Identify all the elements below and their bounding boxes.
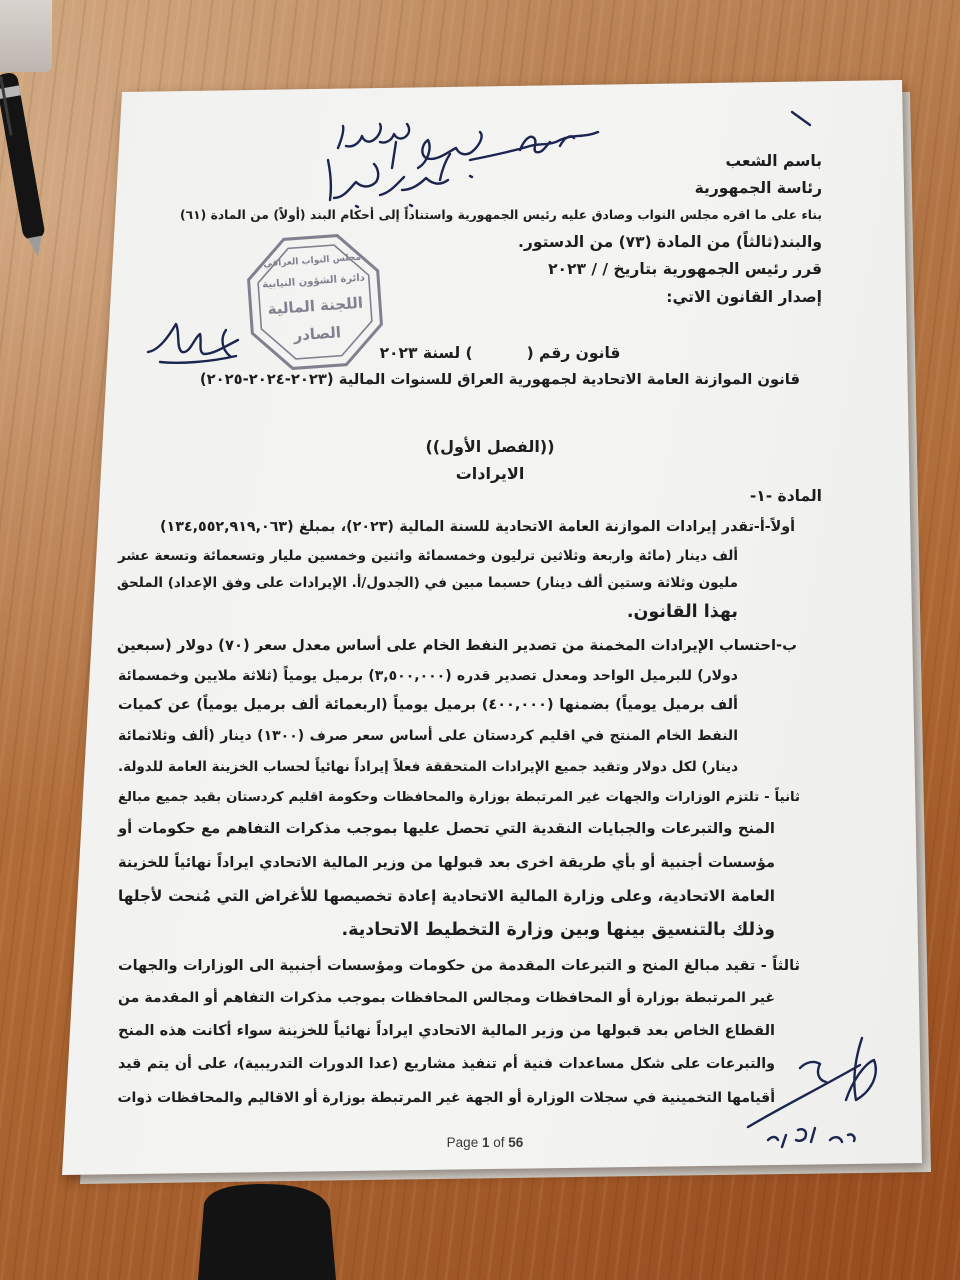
clause-4-line-4: والتبرعات على شكل مساعدات فنية أم تنفيذ مشاريع (عدا الدورات التدريبية)، على أن يتم قيد bbox=[118, 1056, 775, 1072]
clause-2-line-5: دينار) لكل دولار وتقيد جميع الإيرادات المتحققة فعلاً إيراداً نهائياً لحساب الخزينة العامة للدولة. bbox=[118, 759, 738, 775]
clause-3-line-5: وذلك بالتنسيق بينها وبين وزارة التخطيط الاتحادية. bbox=[341, 920, 775, 940]
law-title: قانون الموازنة العامة الاتحادية لجمهورية العراق للسنوات المالية (٢٠٢٣-٢٠٢٤-٢٠٢٥) bbox=[199, 371, 800, 388]
clause-4-line-1: ثالثاً - تقيد مبالغ المنح و التبرعات المقدمة من حكومات ومؤسسات أجنبية الى الوزارات والجهات bbox=[118, 958, 800, 974]
issuer: رئاسة الجمهورية bbox=[694, 179, 822, 197]
clause-3-line-4: العامة الاتحادية، وعلى وزارة المالية الاتحادية إعادة تخصيصها للأغراض التي مُنحت لأجلها bbox=[118, 887, 775, 905]
stamp-status: الصادر bbox=[292, 323, 342, 345]
stamp-ring-text: مجلس النواب العراقي bbox=[262, 252, 362, 270]
clause-1-line-2: ألف دينار (مائة واربعة وثلاثين ترليون وخمسمائة واثنين وخمسين مليار وتسعمائة وتسعة عشر bbox=[118, 548, 738, 564]
clause-4-line-5: أقيامها التخمينية في سجلات الوزارة أو الجهة غير المرتبطة بوزارة أو الاقاليم والمحافظات ذوات bbox=[117, 1090, 775, 1106]
legal-basis-line-1: بناء على ما اقره مجلس النواب وصادق عليه رئيس الجمهورية واستناداً إلى أحكام البند (أولاً) من المادة (٦١) bbox=[180, 208, 822, 222]
clause-2-line-3: ألف برميل يومياً) بضمنها (٤٠٠,٠٠٠) برميل يومياً (اربعمائة ألف برميل يومياً) عن كميات bbox=[118, 697, 738, 713]
salutation: باسم الشعب bbox=[725, 152, 822, 170]
issuance-line: إصدار القانون الاتي: bbox=[666, 288, 822, 306]
clause-4-line-3: القطاع الخاص بعد قبولها من وزير المالية الاتحادي ايراداً نهائياً للخزينة سواء أكانت هذه المنح bbox=[118, 1023, 775, 1039]
clause-4-line-2: غير المرتبطة بوزارة أو المحافظات ومجالس المحافظات بموجب مذكرات التفاهم أو المقدمة من bbox=[118, 990, 775, 1006]
chapter-title: ((الفصل الأول)) bbox=[425, 437, 555, 456]
page-of: of bbox=[493, 1135, 505, 1150]
stamp-committee: اللجنة المالية bbox=[267, 293, 364, 319]
clause-3-line-1: ثانياً - تلتزم الوزارات والجهات غير المرتبطة بوزارة والمحافظات وحكومة اقليم كردستان بقيد جميع مبالغ bbox=[118, 790, 800, 805]
legal-basis-line-2: والبند(ثالثاً) من المادة (٧٣) من الدستور. bbox=[518, 233, 822, 251]
article-label: المادة -١- bbox=[749, 487, 822, 505]
page-total: 56 bbox=[508, 1135, 524, 1150]
decision-date-line: قرر رئيس الجمهورية بتاريخ / / ٢٠٢٣ bbox=[548, 260, 822, 278]
page-word: Page bbox=[446, 1135, 479, 1150]
clause-2-line-4: النفط الخام المنتج في اقليم كردستان على أساس سعر صرف (١٣٠٠) دينار (ألف وثلاثمائة bbox=[118, 728, 738, 744]
stamp-department: دائرة الشؤون النيابية bbox=[261, 272, 366, 291]
chapter-subtitle: الايرادات bbox=[455, 464, 525, 483]
clause-2-line-1: ب-احتساب الإيرادات المخمنة من تصدير النفط الخام على أساس معدل سعر (٧٠) دولار (سبعين bbox=[116, 637, 797, 654]
clause-3-line-3: مؤسسات أجنبية أو بأي طريقة اخرى بعد قبولها من وزير المالية الاتحادي ايراداً نهائياً للخزينة bbox=[118, 855, 775, 871]
page-footer bbox=[385, 1133, 585, 1153]
clause-3-line-2: المنح والتبرعات والجبايات النقدية التي تحصل عليها بموجب مذكرات التفاهم مع حكومات أو bbox=[118, 820, 775, 837]
law-number: قانون رقم ( ) لسنة ٢٠٢٣ bbox=[379, 344, 621, 362]
clause-1-line-4: بهذا القانون. bbox=[626, 602, 738, 622]
clause-2-line-2: دولار) للبرميل الواحد ومعدل تصدير قدره (٣,٥٠٠,٠٠٠) برميل يومياً (ثلاثة ملايين وخمسمائة bbox=[118, 668, 738, 684]
clause-1-line-1: أولاً-أ-تقدر إيرادات الموازنة العامة الاتحادية للسنة المالية (٢٠٢٣)، بمبلغ (١٣٤,٥٥٢,٩١٩,٠٦٣) bbox=[160, 519, 795, 535]
page-current: 1 bbox=[481, 1135, 490, 1150]
clause-1-line-3: مليون وثلاثة وستين ألف دينار) حسبما مبين في (الجدول/أ. الإيرادات على وفق الإعداد) الملحق bbox=[116, 575, 738, 591]
